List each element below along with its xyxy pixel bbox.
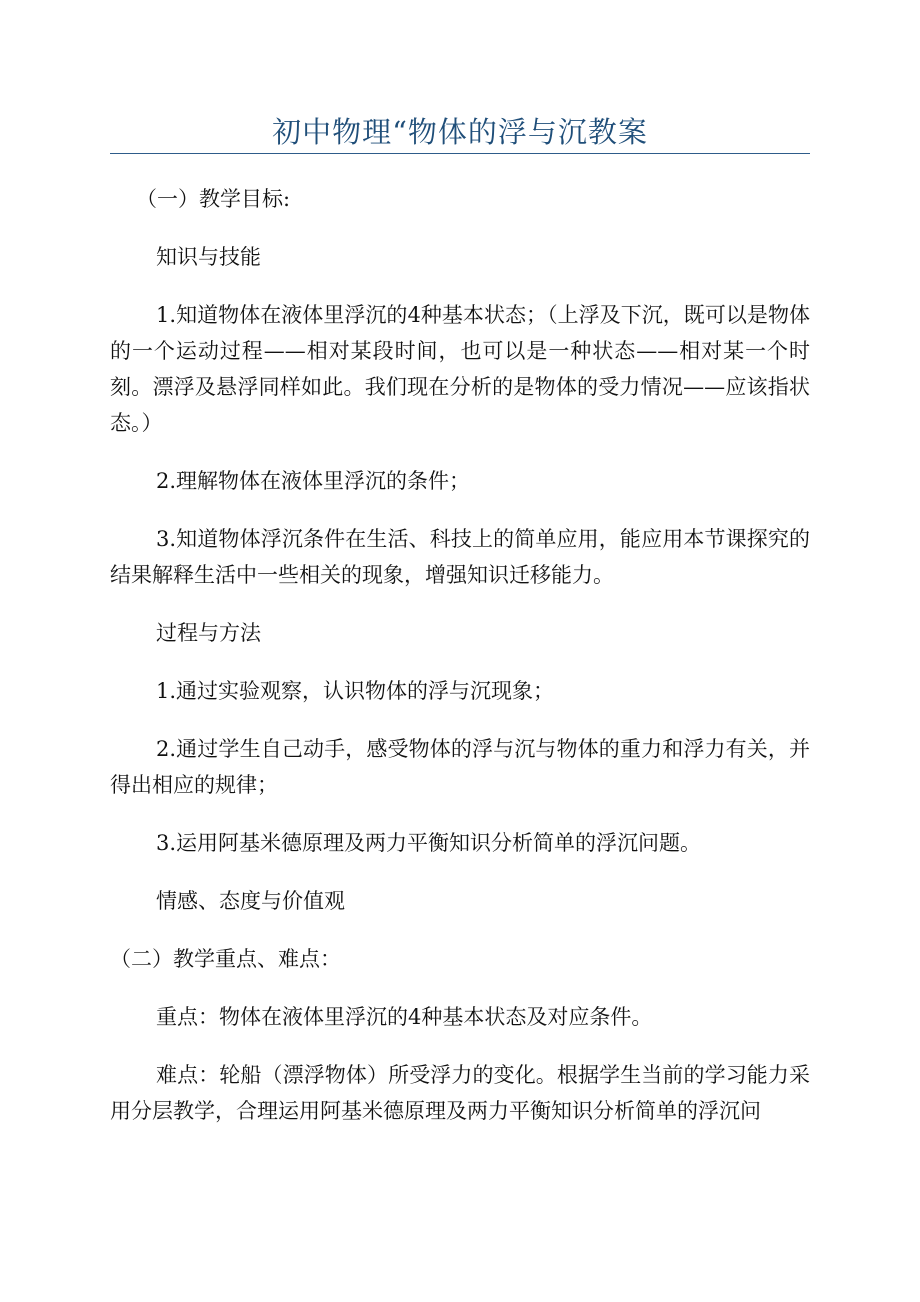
subheading-knowledge-skills: 知识与技能 bbox=[156, 245, 261, 269]
title-underline bbox=[110, 153, 810, 154]
paragraph-knowledge-2: 2.理解物体在液体里浮沉的条件； bbox=[156, 469, 471, 493]
section-heading-objectives: （一）教学目标: bbox=[136, 187, 291, 211]
paragraph-knowledge-1: 1.知道物体在液体里浮沉的4种基本状态；（上浮及下沉，既可以是物体的一个运动过程——相对某段时间，也可以是一种状态——相对某一个时刻。漂浮及悬浮同样如此。我们现在分析的是物体的受力情况——应该指状态。） bbox=[110, 303, 810, 435]
paragraph-process-2: 2.通过学生自己动手，感受物体的浮与沉与物体的重力和浮力有关，并得出相应的规律； bbox=[110, 737, 810, 797]
paragraph-process-3: 3.运用阿基米德原理及两力平衡知识分析简单的浮沉问题。 bbox=[156, 831, 702, 855]
section-heading-key-points: （二）教学重点、难点： bbox=[110, 947, 341, 971]
paragraph-process-1: 1.通过实验观察，认识物体的浮与沉现象； bbox=[156, 679, 555, 703]
paragraph-difficulty: 难点：轮船（漂浮物体）所受浮力的变化。根据学生当前的学习能力采用分层教学，合理运用阿基米德原理及两力平衡知识分析简单的浮沉问 bbox=[110, 1063, 810, 1123]
paragraph-key-point: 重点：物体在液体里浮沉的4种基本状态及对应条件。 bbox=[156, 1005, 653, 1029]
document-body bbox=[110, 170, 810, 1140]
subheading-process-method: 过程与方法 bbox=[156, 621, 261, 645]
subheading-emotion-values: 情感、态度与价值观 bbox=[156, 889, 345, 913]
document-title: 初中物理“物体的浮与沉教案 bbox=[272, 115, 648, 149]
paragraph-knowledge-3: 3.知道物体浮沉条件在生活、科技上的简单应用，能应用本节课探究的结果解释生活中一些相关的现象，增强知识迁移能力。 bbox=[110, 527, 810, 587]
